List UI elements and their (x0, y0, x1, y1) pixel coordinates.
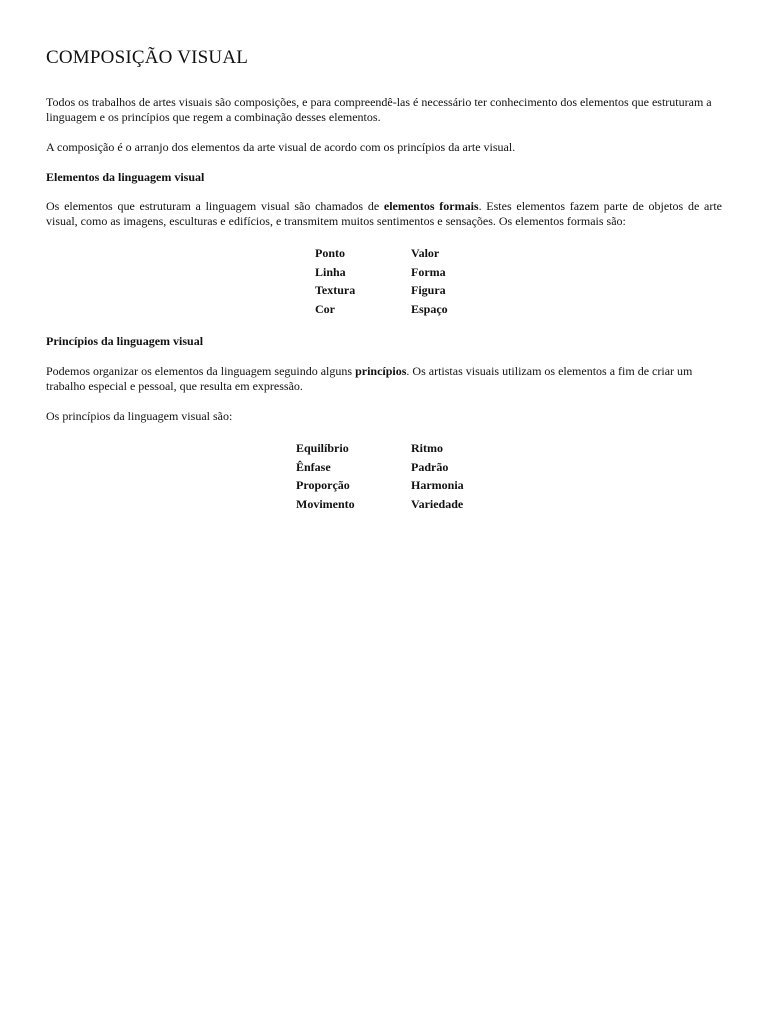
principles-bold-term: princípios (355, 364, 407, 378)
list-item-right: Harmonia (411, 478, 464, 492)
principles-heading: Princípios da linguagem visual (46, 334, 204, 348)
elements-text-after: . Estes elementos fazem parte de objetos de arte visual, como as imagens, esculturas e edifícios, e transmitem muitos sentimentos e sensações. Os elementos formais são: (46, 199, 722, 228)
list-item-left: Equilíbrio (296, 441, 349, 455)
principles-text-before: Podemos organizar os elementos da linguagem seguindo alguns (46, 364, 356, 378)
list-item-left: Linha (315, 264, 346, 279)
elements-paragraph (46, 199, 722, 229)
list-item-left: Ponto (315, 246, 345, 260)
list-item-right: Padrão (411, 459, 449, 474)
elements-text-before: Os elementos que estruturam a linguagem visual são chamados de (46, 199, 384, 213)
list-item-right: Figura (411, 283, 446, 297)
elements-heading: Elementos da linguagem visual (46, 170, 205, 184)
principles-list-intro: Os princípios da linguagem visual são: (46, 409, 233, 423)
list-item-left: Proporção (296, 478, 350, 492)
list-item-left: Ênfase (296, 459, 331, 474)
principles-paragraph (46, 364, 722, 394)
list-item-left: Textura (315, 283, 356, 297)
intro-paragraph: Todos os trabalhos de artes visuais são composições, e para compreendê-las é necessário ter conhecimento dos elementos que estruturam a linguagem e os princípios que regem a combinação desses elementos. (46, 95, 712, 124)
list-item-right: Valor (411, 246, 440, 260)
list-item-left: Movimento (296, 496, 355, 511)
principles-text-after: . Os artistas visuais utilizam os elementos a fim de criar um trabalho especial e pessoal, que resulta em expressão. (46, 364, 693, 393)
elements-bold-term: elementos formais (383, 199, 479, 213)
list-item-right: Forma (411, 264, 446, 279)
list-item-left: Cor (315, 301, 335, 316)
list-item-right: Variedade (411, 496, 464, 511)
document-title: COMPOSIÇÃO VISUAL (46, 47, 249, 68)
composition-paragraph: A composição é o arranjo dos elementos da arte visual de acordo com os princípios da arte visual. (46, 140, 516, 154)
list-item-right: Espaço (411, 301, 448, 316)
list-item-right: Ritmo (411, 441, 443, 455)
